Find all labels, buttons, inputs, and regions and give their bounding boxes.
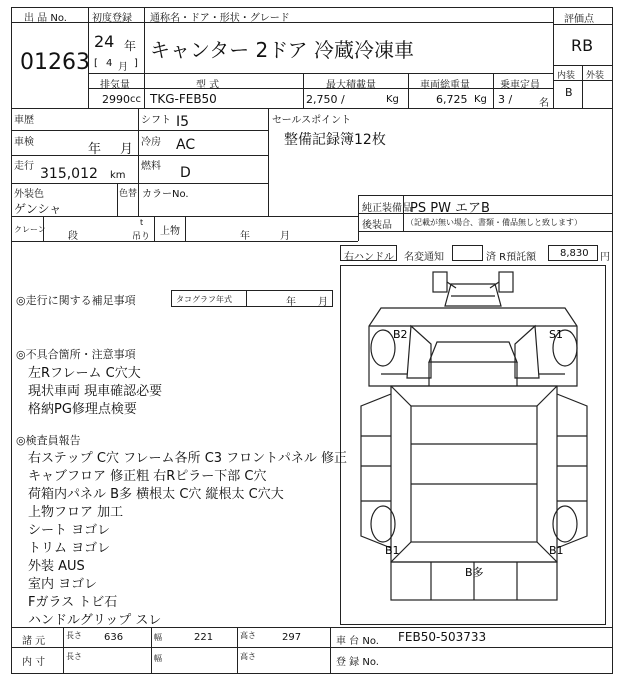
car-name-label: 通称名・ドア・形状・グレード: [150, 13, 290, 24]
sales-point-label: セールスポイント: [272, 115, 352, 126]
tacho-label: タコグラフ年式: [176, 295, 232, 304]
history-label: 車歴: [14, 115, 34, 126]
max-load-unit: Kg: [386, 94, 399, 105]
capacity-label: 乗車定員: [500, 80, 540, 91]
crane-t: t: [140, 218, 144, 227]
sales-point-text: 整備記録簿12枚: [284, 132, 386, 148]
right-mirror-shape: [499, 272, 513, 292]
interior-width-label: 幅: [154, 654, 162, 663]
gross-weight-label: 車両総重量: [420, 80, 470, 91]
crane-label: クレーン: [14, 225, 46, 234]
mark-s1: S1: [549, 328, 563, 341]
inspector-line: ハンドルグリップ スレ: [28, 613, 162, 628]
color-no-label: カラーNo.: [142, 189, 189, 200]
recycle-label: 済 R預託額: [486, 252, 537, 263]
crane-stage: 段: [68, 231, 78, 242]
name-change-label: 名変通知: [404, 252, 444, 263]
defect-line: 格納PG修理点検要: [28, 402, 137, 417]
lot-no: 01263: [20, 50, 90, 75]
displacement-value: 2990: [102, 93, 130, 106]
exterior-label: 外装: [586, 71, 605, 81]
car-name: キャンター 2ドア 冷蔵冷凍車: [150, 38, 415, 62]
length-label: 長さ: [66, 631, 82, 640]
gross-weight-unit: Kg: [474, 94, 487, 105]
length-value: 636: [104, 632, 124, 643]
body-mount-label: 上物: [160, 226, 180, 237]
inspector-line: トリム ヨゴレ: [28, 541, 111, 556]
aftermarket-note: （記載が無い場合、書類・備品無しと致します）: [406, 218, 582, 227]
inspector-line: 室内 ヨゴレ: [28, 577, 98, 592]
grade-label: 評価点: [564, 14, 594, 25]
left-mirror-shape: [433, 272, 447, 292]
inspector-label: ◎検査員報告: [16, 434, 81, 447]
grade-value: RB: [571, 36, 594, 55]
inspector-line: 荷箱内パネル B多 横根太 C穴 縦根太 C穴大: [28, 487, 284, 502]
ac-value: AC: [176, 137, 196, 153]
fuel-label: 燃料: [141, 161, 161, 172]
inspector-line: キャブフロア 修正粗 右Rピラー下部 C穴: [28, 469, 267, 484]
inspector-line: 外装 AUS: [28, 559, 85, 574]
equipment-value: PS PW エアB: [410, 201, 490, 216]
mark-b-many: B多: [465, 566, 484, 579]
displacement-label: 排気量: [100, 80, 130, 91]
color-change-label: 色替: [119, 189, 138, 199]
model-label: 型 式: [196, 80, 220, 91]
front-left-wheel: [371, 330, 395, 366]
inspection-label: 車検: [14, 137, 34, 148]
truck-damage-diagram: [341, 266, 605, 624]
capacity-value: 3 /: [498, 93, 513, 106]
interior-label: 内装: [557, 71, 576, 81]
recycle-unit: 円: [600, 252, 610, 263]
mileage-unit: km: [110, 170, 126, 181]
reg-no-label: 登 録 No.: [336, 657, 379, 668]
shift-value: I5: [176, 114, 190, 130]
mileage-label: 走行: [14, 161, 34, 172]
chassis-value: FEB50-503733: [398, 630, 487, 644]
inspector-line: 上物フロア 加工: [28, 505, 124, 520]
interior-length-label: 長さ: [66, 652, 82, 661]
dims-label: 諸 元: [22, 636, 46, 647]
interior-height-label: 高さ: [240, 652, 256, 661]
inspection-month-unit: 月: [120, 142, 134, 157]
defect-line: 左Rフレーム C穴大: [28, 366, 141, 381]
equipment-label: 純正装備品: [362, 203, 412, 214]
month-unit: 月: [118, 62, 128, 73]
first-reg-month: 4: [106, 58, 113, 69]
displacement-unit: cc: [130, 94, 141, 105]
fuel-value: D: [180, 165, 191, 181]
capacity-unit: 名: [539, 98, 549, 109]
max-load-label: 最大積載量: [326, 80, 376, 91]
first-reg-year: 24: [94, 32, 115, 51]
ext-color-label: 外装色: [14, 189, 44, 200]
crane-hang: 吊り: [132, 232, 151, 242]
chassis-label: 車 台 No.: [336, 636, 379, 647]
inspector-line: Fガラス トビ石: [28, 595, 118, 610]
width-label: 幅: [154, 633, 162, 642]
inspector-line: 右ステップ C穴 フレーム各所 C3 フロントパネル 修正: [28, 451, 348, 466]
body-mount-year: 年: [240, 231, 250, 242]
month-bracket-left: [: [94, 58, 98, 69]
ac-label: 冷房: [141, 137, 161, 148]
inspector-line: シート ヨゴレ: [28, 523, 111, 538]
mark-b1-right: B1: [549, 544, 564, 557]
year-unit: 年: [124, 39, 137, 53]
interior-dims-label: 内 寸: [22, 657, 46, 668]
driving-remarks-label: ◎走行に関する補足事項: [16, 294, 136, 307]
height-label: 高さ: [240, 631, 256, 640]
rhd-label: 右ハンドル: [344, 252, 394, 263]
height-value: 297: [282, 632, 302, 643]
lot-no-label: 出 品 No.: [24, 13, 67, 24]
ext-color-value: ゲンシャ: [14, 202, 62, 216]
tacho-year: 年: [286, 297, 296, 308]
gross-weight-value: 6,725: [436, 93, 468, 106]
mark-b2: B2: [393, 328, 408, 341]
defect-line: 現状車両 現車確認必要: [28, 384, 163, 399]
first-reg-label: 初度登録: [92, 13, 132, 24]
inspection-year-unit: 年: [88, 142, 102, 157]
mark-b1-left: B1: [385, 544, 400, 557]
interior-grade: B: [565, 86, 573, 99]
mileage-value: 315,012: [40, 166, 98, 182]
defects-label: ◎不具合箇所・注意事項: [16, 348, 136, 361]
body-mount-month: 月: [280, 231, 290, 242]
max-load-value: 2,750 /: [306, 93, 345, 106]
model-value: TKG-FEB50: [150, 92, 217, 106]
month-bracket-right: ]: [134, 58, 138, 69]
recycle-value: 8,830: [560, 248, 589, 259]
shift-label: シフト: [141, 115, 171, 126]
aftermarket-label: 後装品: [362, 220, 392, 231]
width-value: 221: [194, 632, 214, 643]
tacho-month: 月: [318, 297, 328, 308]
